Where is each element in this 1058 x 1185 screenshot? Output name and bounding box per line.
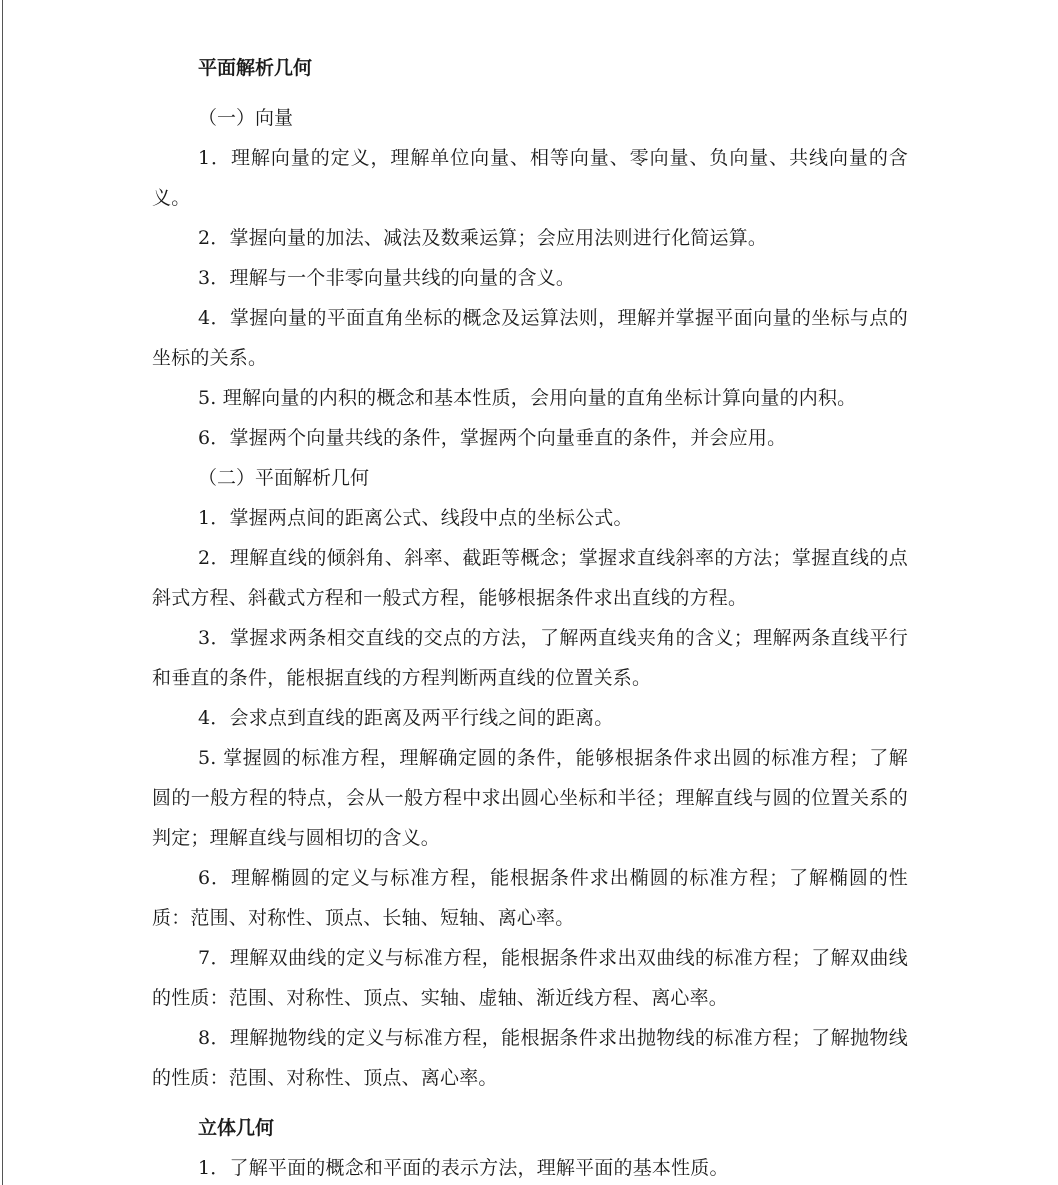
subsection-heading-analytic-geometry: （二）平面解析几何 <box>198 467 370 489</box>
geometry-item-5: 5. 掌握圆的标准方程，理解确定圆的条件，能够根据条件求出圆的标准方程；了解圆的一般方程的特点，会从一般方程中求出圆心坐标和半径；理解直线与圆的位置关系的判定；理解直线与圆相切的含义。 <box>152 747 908 849</box>
section-heading-solid-geometry: 立体几何 <box>198 1117 275 1139</box>
subsection-heading-vectors: （一）向量 <box>198 107 294 129</box>
geometry-item-7: 7．理解双曲线的定义与标准方程，能根据条件求出双曲线的标准方程；了解双曲线的性质：范围、对称性、顶点、实轴、虚轴、渐近线方程、离心率。 <box>152 947 908 1009</box>
geometry-item-1: 1．掌握两点间的距离公式、线段中点的坐标公式。 <box>198 507 633 529</box>
vector-item-4: 4．掌握向量的平面直角坐标的概念及运算法则，理解并掌握平面向量的坐标与点的坐标的关系。 <box>152 307 908 369</box>
geometry-item-4: 4．会求点到直线的距离及两平行线之间的距离。 <box>198 707 614 729</box>
vector-item-5: 5. 理解向量的内积的概念和基本性质，会用向量的直角坐标计算向量的内积。 <box>198 387 857 409</box>
geometry-item-3: 3．掌握求两条相交直线的交点的方法，了解两直线夹角的含义；理解两条直线平行和垂直的条件，能根据直线的方程判断两直线的位置关系。 <box>152 627 908 689</box>
solid-geometry-item-1: 1．了解平面的概念和平面的表示方法，理解平面的基本性质。 <box>198 1157 729 1179</box>
geometry-item-2: 2．理解直线的倾斜角、斜率、截距等概念；掌握求直线斜率的方法；掌握直线的点斜式方程、斜截式方程和一般式方程，能够根据条件求出直线的方程。 <box>152 547 908 609</box>
vector-item-3: 3．理解与一个非零向量共线的向量的含义。 <box>198 267 576 289</box>
vector-item-6: 6．掌握两个向量共线的条件，掌握两个向量垂直的条件，并会应用。 <box>198 427 787 449</box>
vector-item-2: 2．掌握向量的加法、减法及数乘运算；会应用法则进行化简运算。 <box>198 227 768 249</box>
geometry-item-6: 6．理解椭圆的定义与标准方程，能根据条件求出椭圆的标准方程；了解椭圆的性质：范围、对称性、顶点、长轴、短轴、离心率。 <box>152 867 908 929</box>
page-left-border <box>2 0 3 1185</box>
vector-item-1: 1．理解向量的定义，理解单位向量、相等向量、零向量、负向量、共线向量的含义。 <box>152 147 908 209</box>
geometry-item-8: 8．理解抛物线的定义与标准方程，能根据条件求出抛物线的标准方程；了解抛物线的性质：范围、对称性、顶点、离心率。 <box>152 1027 908 1089</box>
section-heading-plane-analytic-geometry: 平面解析几何 <box>198 57 313 79</box>
document-page <box>152 48 908 1185</box>
